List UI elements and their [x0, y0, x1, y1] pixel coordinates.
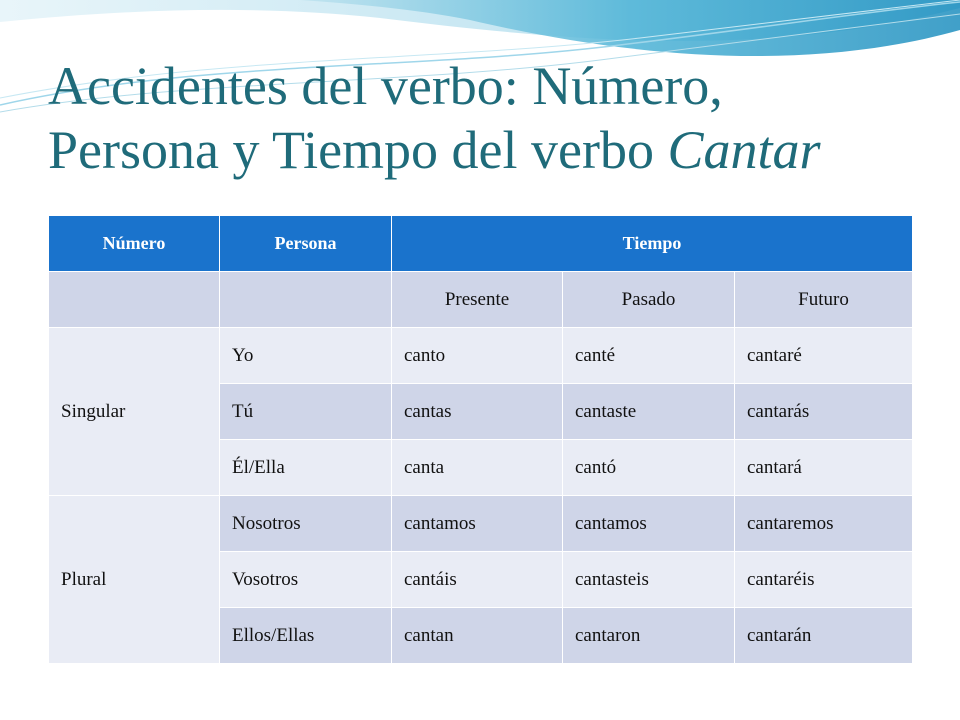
cell-persona: Nosotros: [220, 496, 392, 552]
title-verb: Cantar: [667, 120, 821, 180]
header-persona: Persona: [220, 216, 392, 272]
cell-persona: Ellos/Ellas: [220, 608, 392, 664]
cell-presente: cantas: [392, 384, 563, 440]
header-tiempo: Tiempo: [392, 216, 913, 272]
cell-presente: cantan: [392, 608, 563, 664]
cell-presente: canto: [392, 328, 563, 384]
cell-futuro: cantará: [735, 440, 913, 496]
table-subheader-row: [49, 272, 913, 328]
conjugation-table: [48, 215, 913, 664]
cell-persona: Él/Ella: [220, 440, 392, 496]
table-header-row: [49, 216, 913, 272]
cell-pasado: cantaste: [563, 384, 735, 440]
cell-persona: Vosotros: [220, 552, 392, 608]
table-row: [49, 496, 913, 552]
slide-title: [48, 54, 928, 182]
cell-presente: canta: [392, 440, 563, 496]
cell-futuro: cantarás: [735, 384, 913, 440]
cell-persona: Yo: [220, 328, 392, 384]
cell-pasado: cantó: [563, 440, 735, 496]
cell-persona: Tú: [220, 384, 392, 440]
cell-pasado: cantaron: [563, 608, 735, 664]
cell-futuro: cantarán: [735, 608, 913, 664]
table-row: [49, 328, 913, 384]
subheader-presente: Presente: [392, 272, 563, 328]
subheader-empty-1: [49, 272, 220, 328]
cell-pasado: cantasteis: [563, 552, 735, 608]
title-line-2: Persona y Tiempo del verbo: [48, 120, 668, 180]
subheader-futuro: Futuro: [735, 272, 913, 328]
subheader-empty-2: [220, 272, 392, 328]
cell-presente: cantáis: [392, 552, 563, 608]
title-line-1: Accidentes del verbo: Número,: [48, 56, 723, 116]
cell-pasado: canté: [563, 328, 735, 384]
cell-futuro: cantaremos: [735, 496, 913, 552]
group-label-singular: Singular: [49, 328, 220, 496]
cell-futuro: cantaréis: [735, 552, 913, 608]
subheader-pasado: Pasado: [563, 272, 735, 328]
cell-presente: cantamos: [392, 496, 563, 552]
cell-futuro: cantaré: [735, 328, 913, 384]
header-numero: Número: [49, 216, 220, 272]
group-label-plural: Plural: [49, 496, 220, 664]
cell-pasado: cantamos: [563, 496, 735, 552]
